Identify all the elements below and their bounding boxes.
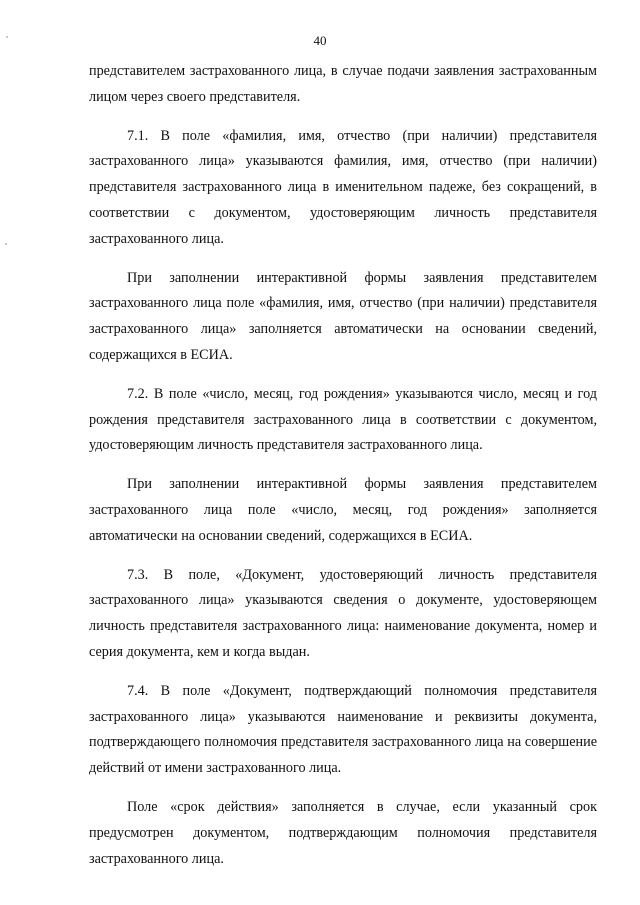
page-number: 40	[313, 33, 327, 48]
paragraph-7-1-interactive-form: При заполнении интерактивной формы заявления представителем застрахованного лица поле «фамилия, имя, отчество (при наличии) представителя застрахованного лица» заполняется автоматически на основании сведений, содержащихся в ЕСИА.	[89, 269, 597, 363]
paragraph-validity-period: Поле «срок действия» заполняется в случае, если указанный срок предусмотрен документом, подтверждающим полномочия представителя застрахованного лица.	[89, 798, 597, 867]
paragraph-continuation: представителем застрахованного лица, в случае подачи заявления застрахованным лицом через своего представителя.	[89, 63, 597, 105]
paragraph-7-3: 7.3. В поле, «Документ, удостоверяющий личность представителя застрахованного лица» указываются сведения о документе, удостоверяющем личность представителя застрахованного лица: наименование документа, номер и серия документа, кем и когда выдан.	[89, 566, 597, 660]
paragraph-7-2-interactive-form: При заполнении интерактивной формы заявления представителем застрахованного лица поле «число, месяц, год рождения» заполняется автоматически на основании сведений, содержащихся в ЕСИА.	[89, 476, 597, 544]
paragraph-7-2: 7.2. В поле «число, месяц, год рождения» указываются число, месяц и год рождения представителя застрахованного лица в соответствии с документом, удостоверяющим личность представителя застрахованного лица.	[89, 385, 597, 454]
document-body	[89, 59, 597, 885]
paragraph-7-1: 7.1. В поле «фамилия, имя, отчество (при наличии) представителя застрахованного лица» указываются фамилия, имя, отчество (при наличии) представителя застрахованного лица в именительном падеже, без сокращений, в соответствии с документом, удостоверяющим личность представителя застрахованного лица.	[89, 127, 597, 247]
paragraph-7-4: 7.4. В поле «Документ, подтверждающий полномочия представителя застрахованного лица» указываются наименование и реквизиты документа, подтверждающего полномочия представителя застрахованного лица на совершение действий от имени застрахованного лица.	[89, 682, 597, 777]
scan-speck	[5, 243, 7, 245]
